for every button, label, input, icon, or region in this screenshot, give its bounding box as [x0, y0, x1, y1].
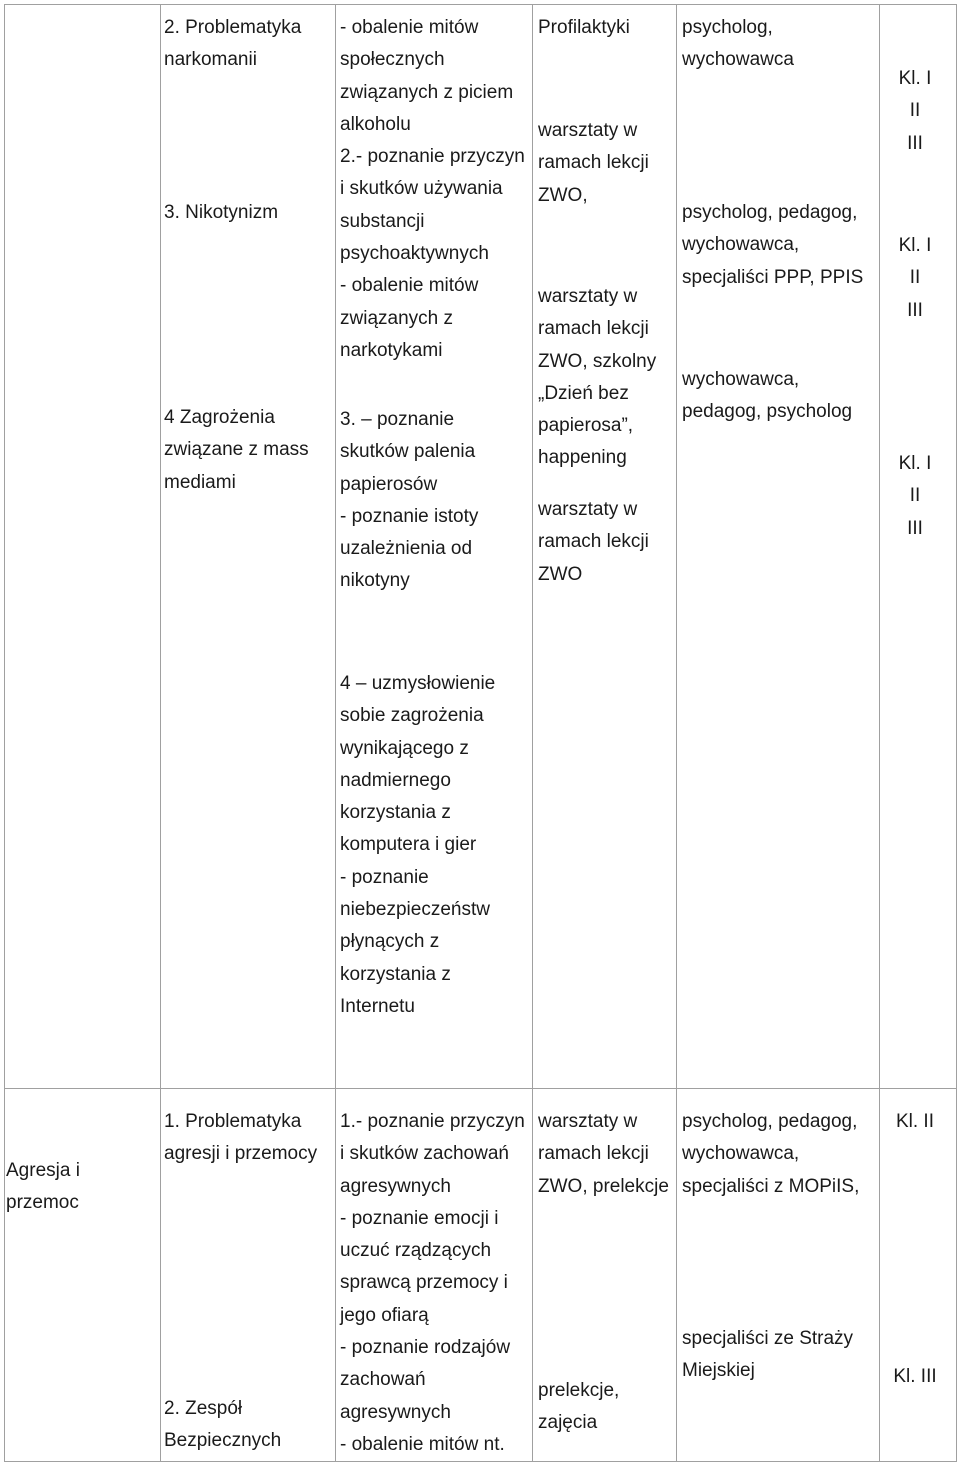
forms-cell: warsztaty w ramach lekcji ZWO, prelekcje [538, 1111, 669, 1197]
class-cell: Kl. I II III [898, 68, 932, 154]
topic-cell: 2. Problematyka narkomanii [164, 17, 302, 71]
class-cell: Kl. II [895, 1111, 934, 1132]
table-border-right [956, 4, 957, 1462]
column-divider [879, 4, 880, 1462]
forms-cell: prelekcje, zajęcia [538, 1380, 620, 1434]
topic-cell: 4 Zagrożenia związane z mass mediami [164, 407, 309, 493]
forms-cell: warsztaty w ramach lekcji ZWO, szkolny „Dzień bez papierosa”, happening [538, 286, 657, 469]
column-divider [676, 4, 677, 1462]
forms-cell: warsztaty w ramach lekcji ZWO, [538, 120, 649, 206]
table-border-left [4, 4, 5, 1462]
responsible-cell: psycholog, pedagog, wychowawca, specjaliści z MOPiIS, [682, 1111, 860, 1197]
area-cell: Agresja i przemoc [6, 1160, 80, 1214]
responsible-cell: specjaliści ze Straży Miejskiej [682, 1328, 854, 1382]
responsible-cell: psycholog, wychowawca [682, 17, 794, 71]
class-cell: Kl. III [893, 1366, 937, 1387]
goals-cell: 4 – uzmysłowienie sobie zagrożenia wynikającego z nadmiernego korzystania z komputera i gier - poznanie niebezpieczeństw płynących z korzystania z Internetu [340, 673, 496, 1017]
topic-cell: 3. Nikotynizm [164, 202, 279, 223]
forms-cell: warsztaty w ramach lekcji ZWO [538, 499, 649, 585]
forms-cell: Profilaktyki [538, 17, 630, 38]
goals-cell: 1.- poznanie przyczyn i skutków zachowań agresywnych - poznanie emocji i uczuć rządzących sprawcą przemocy i jego ofiarą - poznanie rodzajów zachowań agresywnych - obalenie mitów nt. [340, 1111, 525, 1455]
class-cell: Kl. I II III [898, 235, 932, 321]
column-divider [335, 4, 336, 1462]
goals-cell: 3. – poznanie skutków palenia papierosów - poznanie istoty uzależnienia od nikotyny [340, 409, 479, 592]
table-border-top [4, 4, 957, 5]
goals-cell: - obalenie mitów społecznych związanych z piciem alkoholu 2.- poznanie przyczyn i skutków używania substancji psychoaktywnych - obalenie mitów związanych z narkotykami [340, 17, 525, 361]
topic-cell: 2. Zespół Bezpiecznych [164, 1398, 282, 1452]
responsible-cell: wychowawca, pedagog, psycholog [682, 369, 853, 423]
column-divider [160, 4, 161, 1462]
column-divider [532, 4, 533, 1462]
row-divider [4, 1088, 957, 1089]
topic-cell: 1. Problematyka agresji i przemocy [164, 1111, 318, 1165]
class-cell: Kl. I II III [898, 453, 932, 539]
responsible-cell: psycholog, pedagog, wychowawca, specjaliści PPP, PPIS [682, 202, 864, 288]
